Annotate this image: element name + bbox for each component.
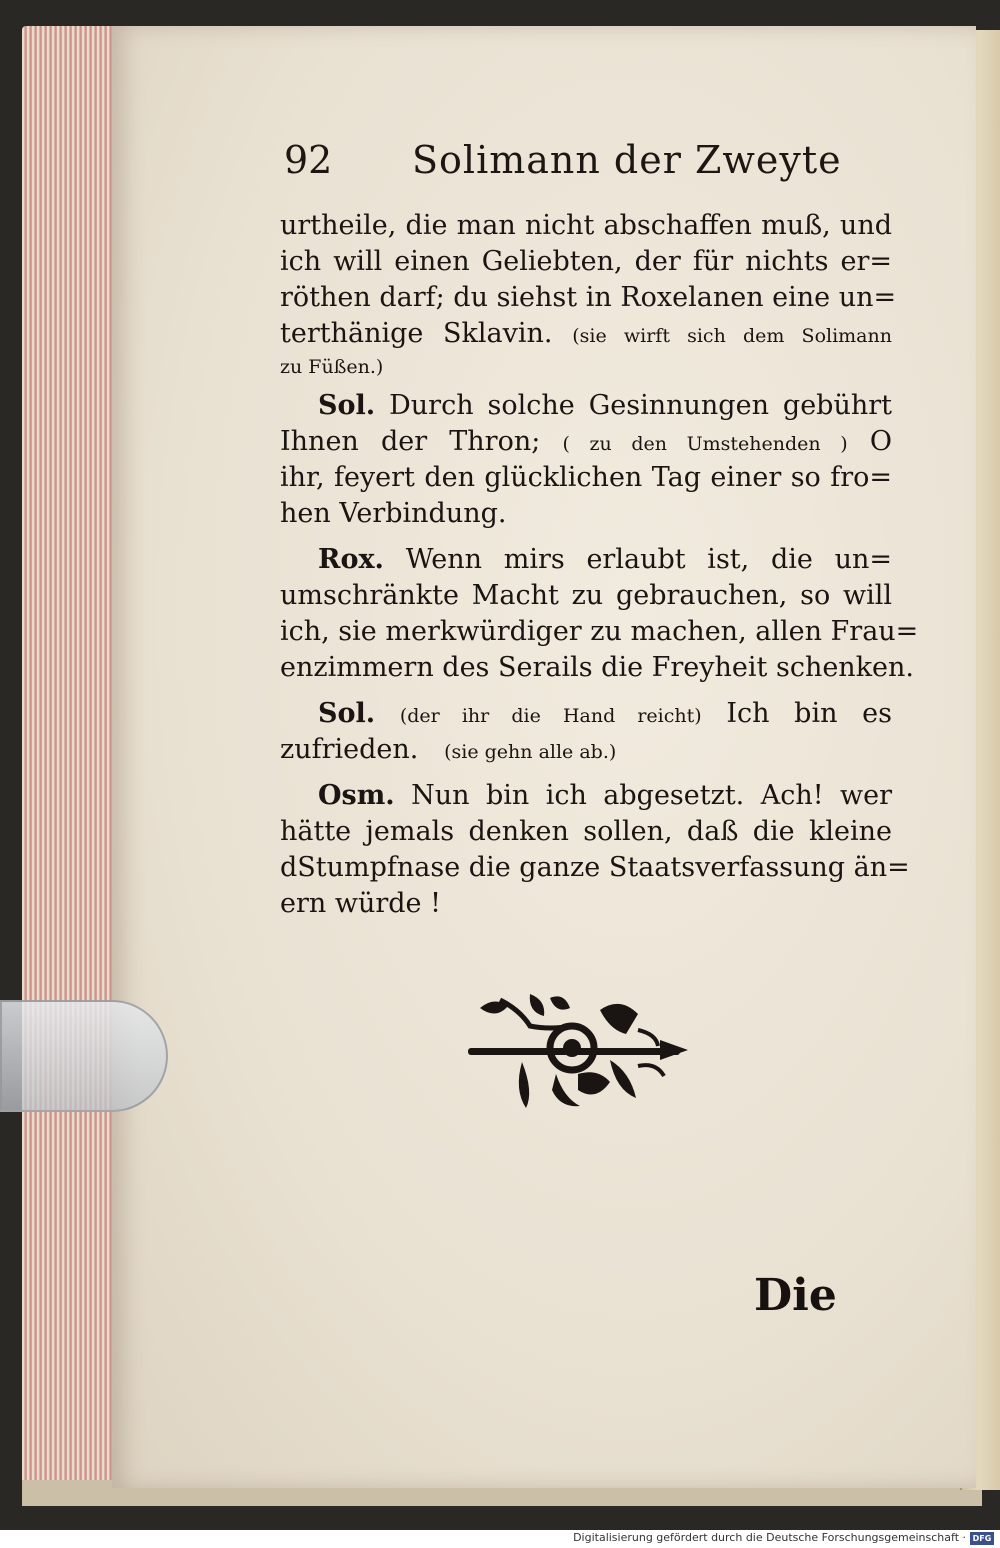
text-line: röthen darf; du siehst in Roxelanen eine un= (280, 282, 897, 313)
floral-vignette-icon (460, 990, 692, 1114)
running-title: Solimann der Zweyte (412, 138, 842, 182)
stage-direction: (sie gehn alle ab.) (444, 741, 617, 763)
speaker-name: Sol. (318, 698, 376, 729)
stage-direction: (der ihr die Hand reicht) (399, 705, 702, 727)
text-segment: O (869, 426, 892, 457)
catchword: Die (754, 1270, 837, 1321)
speaker-name: Rox. (318, 544, 384, 575)
text-line: ihr, feyert den glücklichen Tag einer so fro= (280, 462, 892, 493)
text-line: umschränkte Macht zu gebrauchen, so will (280, 580, 892, 611)
text-segment: Nun bin ich abgesetzt. Ach! wer (411, 780, 892, 811)
text-line: urtheile, die man nicht abschaffen muß, und (280, 210, 892, 241)
stage-direction: ( zu den Umstehenden ) (562, 433, 848, 455)
text-line: enzimmern des Serails die Freyheit schenken. (280, 652, 915, 683)
text-segment: zufrieden. (280, 734, 419, 765)
stage-direction: (sie wirft sich dem Solimann (572, 325, 892, 347)
page-number: 92 (284, 138, 333, 182)
text-line: ich will einen Geliebten, der für nichts er= (280, 246, 892, 277)
footer-bar (0, 1530, 1000, 1548)
text-segment: Wenn mirs erlaubt ist, die un= (405, 544, 892, 575)
text-line (280, 732, 892, 768)
text-segment: Ihnen der Thron; (280, 426, 541, 457)
text-line: hätte jemals denken sollen, daß die kleine (280, 816, 892, 847)
speaker-name: Sol. (318, 390, 376, 421)
text-line (280, 388, 892, 424)
footer-credit: Digitalisierung gefördert durch die Deutsche Forschungsgemeinschaft · (573, 1531, 966, 1544)
text-line (280, 696, 892, 732)
page-holder-clip (0, 1000, 168, 1112)
text-line (280, 778, 892, 814)
running-head (284, 138, 884, 188)
text-segment: Durch solche Gesinnungen gebührt (389, 390, 892, 421)
text-line (280, 542, 892, 578)
stage-direction: zu Füßen.) (280, 356, 384, 378)
text-segment: Ich bin es (726, 698, 892, 729)
text-line (280, 424, 892, 460)
text-line: hen Verbindung. (280, 498, 507, 529)
main-text (280, 208, 919, 922)
text-line (280, 316, 892, 352)
text-line: ern würde ! (280, 888, 441, 919)
text-line: dStumpfnase die ganze Staatsverfassung än= (280, 852, 910, 883)
text-segment: terthänige Sklavin. (280, 318, 553, 349)
speaker-name: Osm. (318, 780, 395, 811)
text-line: ich, sie merkwürdiger zu machen, allen Frau= (280, 616, 919, 647)
dfg-logo-icon: DFG (970, 1532, 994, 1545)
